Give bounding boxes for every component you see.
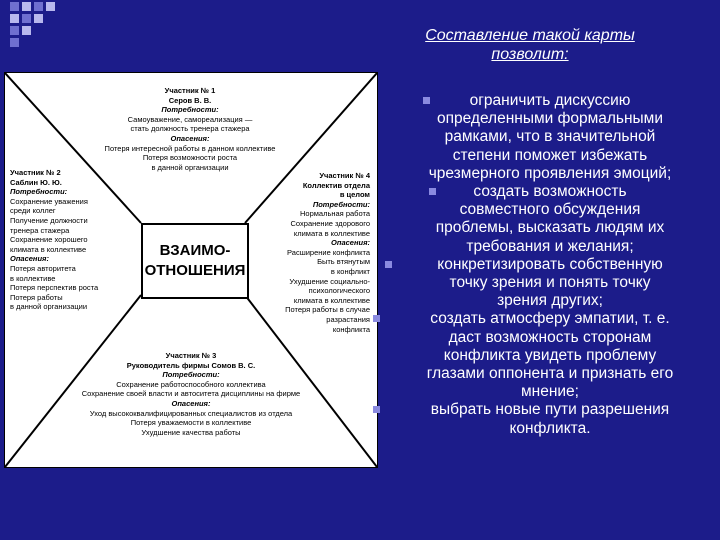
needs-item: Сохранение хорошего [10, 235, 88, 245]
fears-item: Потеря работы в случае [285, 305, 370, 315]
needs-item: Сохранение работоспособного коллектива [116, 379, 266, 389]
needs-item: среди коллег [10, 206, 56, 216]
bullet-marker-icon [373, 406, 380, 413]
bullet-line: совместного обсуждения [459, 201, 641, 219]
participant-4-block [255, 171, 370, 334]
fears-item: Потеря работы [10, 292, 63, 302]
deco-square [46, 2, 55, 11]
bullet-item [385, 92, 715, 183]
bullet-line: конкретизировать собственную [437, 255, 663, 273]
participant-title: Участник № 1 [164, 86, 216, 95]
participant-name: Серов В. В. [168, 95, 212, 105]
participant-name: Саблин Ю. Ю. [10, 177, 62, 187]
fears-heading: Опасения: [10, 254, 49, 264]
deco-square [22, 14, 31, 23]
bullet-line: даст возможность сторонам [448, 328, 652, 346]
relations-center-box [141, 223, 249, 299]
participant-3-block [60, 351, 322, 437]
needs-item: Получение должности [10, 215, 88, 225]
needs-item: Самоуважение, самореализация — [127, 114, 253, 124]
needs-item: Нормальная работа [300, 209, 370, 219]
bullet-line: создать атмосферу эмпатии, т. е. [430, 310, 670, 328]
bullet-line: зрения других; [497, 292, 603, 310]
participant-title: Участник № 4 [319, 171, 370, 180]
fears-item: Потеря интересной работы в данном коллективе [104, 143, 276, 153]
slide-title-line: Составление такой карты [425, 27, 635, 44]
conflict-map-diagram [4, 72, 378, 468]
bullet-marker-icon [385, 261, 392, 268]
deco-square [10, 14, 19, 23]
participant-name: Коллектив отдела [302, 180, 370, 190]
fears-item: Потеря перспектив роста [10, 283, 99, 293]
fears-item: в коллективе [10, 273, 56, 283]
needs-item: Сохранение своей власти и автоситета дисциплины на фирме [81, 389, 301, 399]
fears-item: психологического [308, 286, 370, 296]
bullet-line: требования и желания; [466, 237, 634, 255]
deco-square [22, 2, 31, 11]
bullet-line: конфликта. [509, 419, 591, 437]
bullet-line: выбрать новые пути разрешения [430, 401, 670, 419]
bullet-item [385, 401, 715, 437]
participant-1-block [100, 86, 280, 172]
needs-item: стать должность тренера стажера [130, 124, 250, 134]
deco-square [34, 14, 43, 23]
deco-square [10, 38, 19, 47]
participant-2-block [10, 168, 130, 312]
bullet-item [385, 310, 715, 401]
needs-item: климата в коллективе [293, 228, 370, 238]
fears-item: в данной организации [10, 302, 88, 312]
fears-item: разрастания [326, 314, 370, 324]
needs-item: климата в коллективе [10, 244, 87, 254]
participant-title: Участник № 3 [165, 351, 217, 360]
needs-heading: Потребности: [162, 370, 220, 380]
bullet-marker-icon [423, 97, 430, 104]
needs-heading: Потребности: [10, 187, 68, 197]
deco-square [10, 26, 19, 35]
bullet-line: проблемы, высказать людям их [435, 219, 665, 237]
corner-decoration [0, 0, 60, 52]
bullet-line: точку зрения и понять точку [449, 274, 651, 292]
fears-item: Потеря авторитета [10, 263, 76, 273]
bullet-line: создать возможность [473, 183, 627, 201]
needs-heading: Потребности: [161, 105, 219, 115]
fears-heading: Опасения: [170, 133, 210, 143]
bullet-item [385, 256, 715, 311]
slide-title [380, 26, 680, 64]
deco-square [10, 2, 19, 11]
participant-name: Руководитель фирмы Сомов В. С. [126, 360, 256, 370]
fears-item: Ухудшение качества работы [141, 427, 241, 437]
fears-item: климата в коллективе [293, 295, 370, 305]
fears-heading: Опасения: [331, 238, 370, 248]
needs-item: Сохранение уважения [10, 196, 88, 206]
deco-square [34, 2, 43, 11]
bullet-item [385, 183, 715, 256]
fears-heading: Опасения: [171, 398, 211, 408]
fears-item: Потеря уважаемости в коллективе [130, 418, 252, 428]
bullet-marker-icon [373, 315, 380, 322]
bullet-marker-icon [429, 188, 436, 195]
bullet-line: степени поможет избежать [452, 146, 648, 164]
fears-item: Потеря возможности роста [142, 153, 238, 163]
deco-square [22, 26, 31, 35]
bullet-line: мнение; [521, 383, 579, 401]
fears-item: в данной организации [151, 162, 229, 172]
bullet-list [385, 92, 715, 438]
bullet-line: ограничить дискуссию [469, 92, 631, 109]
bullet-line: рамками, что в значительной [444, 128, 656, 146]
bullet-line: определенными формальными [436, 110, 663, 128]
center-label-line: ОТНОШЕНИЯ [144, 262, 246, 279]
fears-item: конфликта [332, 324, 370, 334]
fears-item: Быть втянутым [317, 257, 370, 267]
bullet-line: чрезмерного проявления эмоций; [428, 164, 672, 182]
center-label-line: ВЗАИМО- [159, 242, 231, 259]
participant-title: Участник № 2 [10, 168, 61, 177]
slide-title-line: позволит: [491, 46, 569, 63]
fears-item: в конфликт [330, 266, 370, 276]
needs-item: тренера стажера [10, 225, 70, 235]
bullet-line: конфликта увидеть проблему [443, 346, 657, 364]
bullet-line: глазами оппонента и признать его [426, 365, 674, 383]
fears-item: Уход высококвалифицированных специалистов из отдела [89, 408, 293, 418]
participant-name: в целом [339, 190, 370, 200]
needs-item: Сохранение здорового [290, 218, 370, 228]
fears-item: Расширение конфликта [287, 247, 370, 257]
fears-item: Ухудшение социально- [289, 276, 370, 286]
needs-heading: Потребности: [312, 199, 370, 209]
